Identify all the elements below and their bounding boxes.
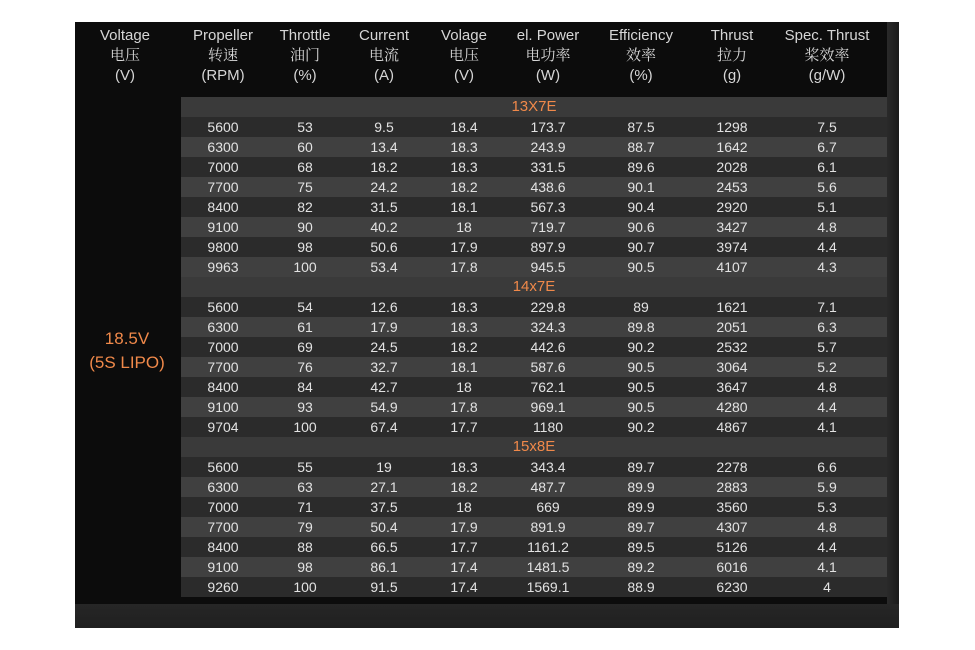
header-en: Spec. Thrust: [784, 27, 870, 44]
throttle-cell: 88: [297, 539, 313, 555]
power-cell: 897.9: [530, 239, 566, 255]
spec-thrust-cell: 4.4: [817, 399, 837, 415]
header-unit: (A): [374, 67, 394, 84]
header-unit: (g/W): [808, 67, 846, 84]
efficiency-cell: 89.9: [627, 479, 655, 495]
thrust-cell: 4867: [716, 419, 748, 435]
table-row: [181, 297, 887, 317]
power-cell: 669: [536, 499, 560, 515]
throttle-cell: 71: [297, 499, 313, 515]
rpm-cell: 7700: [207, 359, 239, 375]
rpm-cell: 7000: [207, 499, 239, 515]
spec-thrust-cell: 7.1: [817, 299, 837, 315]
table-row: [181, 157, 887, 177]
voltage-cell: 17.9: [450, 519, 478, 535]
rpm-cell: 6300: [207, 479, 239, 495]
thrust-cell: 1621: [716, 299, 748, 315]
current-cell: 50.4: [370, 519, 398, 535]
efficiency-cell: 90.2: [627, 339, 655, 355]
header-zh: 电流: [368, 47, 399, 64]
header-unit: (V): [454, 67, 474, 84]
voltage-cell: 17.9: [450, 239, 478, 255]
header-unit: (g): [722, 67, 742, 84]
spec-thrust-cell: 4.1: [817, 419, 837, 435]
spec-thrust-cell: 5.6: [817, 179, 837, 195]
spec-thrust-cell: 7.5: [817, 119, 837, 135]
throttle-cell: 93: [297, 399, 313, 415]
table-row: [181, 557, 887, 577]
propeller-size-label: 15x8E: [512, 438, 556, 455]
thrust-cell: 2051: [716, 319, 748, 335]
voltage-cell: 18.4: [450, 119, 478, 135]
efficiency-cell: 90.5: [627, 399, 655, 415]
header-cell: [772, 26, 882, 94]
current-cell: 9.5: [374, 119, 394, 135]
voltage-cell: 17.7: [450, 539, 478, 555]
efficiency-cell: 88.7: [627, 139, 655, 155]
thrust-cell: 2453: [716, 179, 748, 195]
table-row: [181, 537, 887, 557]
efficiency-cell: 90.6: [627, 219, 655, 235]
table-row: [181, 317, 887, 337]
voltage-cell: 18.3: [450, 459, 478, 475]
efficiency-cell: 89: [633, 299, 649, 315]
throttle-cell: 82: [297, 199, 313, 215]
rpm-cell: 9100: [207, 399, 239, 415]
efficiency-cell: 88.9: [627, 579, 655, 595]
efficiency-cell: 90.1: [627, 179, 655, 195]
efficiency-cell: 87.5: [627, 119, 655, 135]
spec-thrust-cell: 6.3: [817, 319, 837, 335]
thrust-cell: 6230: [716, 579, 748, 595]
table-row: [181, 357, 887, 377]
spec-thrust-cell: 6.1: [817, 159, 837, 175]
thrust-cell: 3647: [716, 379, 748, 395]
table-row: [181, 497, 887, 517]
header-zh: 电压: [448, 47, 479, 64]
voltage-cell: 18.3: [450, 159, 478, 175]
power-cell: 587.6: [530, 359, 566, 375]
throttle-cell: 55: [297, 459, 313, 475]
power-cell: 762.1: [530, 379, 566, 395]
power-cell: 969.1: [530, 399, 566, 415]
current-cell: 86.1: [370, 559, 398, 575]
table-row: [181, 397, 887, 417]
current-cell: 67.4: [370, 419, 398, 435]
voltage-cell: 18.3: [450, 299, 478, 315]
efficiency-cell: 90.7: [627, 239, 655, 255]
spec-thrust-cell: 4.8: [817, 379, 837, 395]
power-cell: 719.7: [530, 219, 566, 235]
header-unit: (V): [115, 67, 135, 84]
header-zh: 桨效率: [804, 47, 850, 64]
spec-thrust-cell: 4.4: [817, 239, 837, 255]
header-unit: (RPM): [201, 67, 245, 84]
header-unit: (%): [629, 67, 653, 84]
voltage-cell: [75, 97, 179, 604]
efficiency-cell: 89.7: [627, 459, 655, 475]
header-zh: 电功率: [525, 47, 571, 64]
throttle-cell: 69: [297, 339, 313, 355]
voltage-cell: 17.8: [450, 399, 478, 415]
efficiency-cell: 90.2: [627, 419, 655, 435]
current-cell: 32.7: [370, 359, 398, 375]
throttle-cell: 84: [297, 379, 313, 395]
table-row: [181, 577, 887, 597]
current-cell: 91.5: [370, 579, 398, 595]
throttle-cell: 98: [297, 239, 313, 255]
voltage-cell: 18.2: [450, 179, 478, 195]
efficiency-cell: 90.5: [627, 259, 655, 275]
power-cell: 442.6: [530, 339, 566, 355]
spec-thrust-cell: 6.7: [817, 139, 837, 155]
thrust-cell: 2278: [716, 459, 748, 475]
efficiency-cell: 89.5: [627, 539, 655, 555]
power-cell: 567.3: [530, 199, 566, 215]
current-cell: 37.5: [370, 499, 398, 515]
voltage-value: 18.5V: [104, 328, 150, 348]
data-grid: [181, 97, 887, 597]
power-cell: 1481.5: [526, 559, 570, 575]
propeller-size-label: 13X7E: [511, 98, 557, 115]
power-cell: 1569.1: [526, 579, 570, 595]
throttle-cell: 100: [293, 419, 317, 435]
voltage-cell: 17.4: [450, 579, 478, 595]
header-zh: 效率: [625, 47, 656, 64]
voltage-cell: 18.2: [450, 339, 478, 355]
power-cell: 1161.2: [527, 539, 569, 555]
voltage-cell: 17.4: [450, 559, 478, 575]
rpm-cell: 9800: [207, 239, 239, 255]
rpm-cell: 6300: [207, 319, 239, 335]
current-cell: 27.1: [370, 479, 398, 495]
rpm-cell: 5600: [207, 299, 239, 315]
current-cell: 53.4: [370, 259, 398, 275]
rpm-cell: 7000: [207, 339, 239, 355]
current-cell: 24.5: [370, 339, 398, 355]
current-cell: 50.6: [370, 239, 398, 255]
header-en: Efficiency: [609, 27, 673, 44]
rpm-cell: 9100: [207, 219, 239, 235]
current-cell: 24.2: [370, 179, 398, 195]
spec-thrust-cell: 5.2: [817, 359, 837, 375]
table-row: [181, 117, 887, 137]
throttle-cell: 53: [297, 119, 313, 135]
current-cell: 40.2: [370, 219, 398, 235]
voltage-cell: 18: [456, 379, 472, 395]
table-row: [181, 337, 887, 357]
thrust-cell: 3974: [716, 239, 748, 255]
spec-thrust-cell: 4: [823, 579, 831, 595]
current-cell: 66.5: [370, 539, 398, 555]
header-en: Voltage: [99, 27, 151, 44]
table-row: [181, 197, 887, 217]
rpm-cell: 6300: [207, 139, 239, 155]
thrust-cell: 2028: [716, 159, 748, 175]
efficiency-cell: 89.9: [627, 499, 655, 515]
spec-thrust-cell: 4.8: [817, 519, 837, 535]
voltage-cell: 18.2: [450, 479, 478, 495]
power-cell: 487.7: [530, 479, 566, 495]
efficiency-cell: 89.6: [627, 159, 655, 175]
header-en: Thrust: [710, 27, 754, 44]
thrust-cell: 2883: [716, 479, 748, 495]
rpm-cell: 5600: [207, 459, 239, 475]
rpm-cell: 7700: [207, 519, 239, 535]
efficiency-cell: 89.2: [627, 559, 655, 575]
table-row: [181, 257, 887, 277]
current-cell: 17.9: [370, 319, 398, 335]
thrust-cell: 3427: [716, 219, 748, 235]
throttle-cell: 75: [297, 179, 313, 195]
spec-thrust-cell: 4.3: [817, 259, 837, 275]
voltage-cell: 18.1: [450, 199, 478, 215]
header-en: Volage: [441, 27, 487, 44]
thrust-cell: 1298: [716, 119, 748, 135]
table-row: [181, 517, 887, 537]
efficiency-cell: 90.4: [627, 199, 655, 215]
table-row: [181, 177, 887, 197]
panel-shadow-bottom: [75, 604, 899, 628]
thrust-cell: 1642: [716, 139, 748, 155]
section-header-row: [181, 437, 887, 457]
throttle-cell: 79: [297, 519, 313, 535]
table-row: [181, 457, 887, 477]
throttle-cell: 61: [297, 319, 313, 335]
spec-thrust-cell: 6.6: [817, 459, 837, 475]
header-unit: (%): [293, 67, 317, 84]
power-cell: 229.8: [530, 299, 566, 315]
header-en: Current: [358, 27, 410, 44]
header-zh: 电压: [109, 47, 140, 64]
thrust-cell: 6016: [716, 559, 748, 575]
voltage-cell: 18: [456, 219, 472, 235]
current-cell: 19: [376, 459, 392, 475]
efficiency-cell: 89.7: [627, 519, 655, 535]
current-cell: 42.7: [370, 379, 398, 395]
rpm-cell: 9704: [207, 419, 239, 435]
spec-thrust-cell: 5.9: [817, 479, 837, 495]
table-row: [181, 417, 887, 437]
header-cell: [677, 26, 787, 94]
power-cell: 343.4: [530, 459, 566, 475]
battery-type: (5S LIPO): [89, 352, 165, 372]
table-row: [181, 137, 887, 157]
power-cell: 173.7: [530, 119, 566, 135]
efficiency-cell: 89.8: [627, 319, 655, 335]
table-row: [181, 237, 887, 257]
table-row: [181, 377, 887, 397]
current-cell: 12.6: [370, 299, 398, 315]
header-zh: 转速: [207, 47, 238, 64]
spec-thrust-cell: 5.7: [817, 339, 837, 355]
rpm-cell: 8400: [207, 539, 239, 555]
voltage-cell: 18: [456, 499, 472, 515]
current-cell: 31.5: [370, 199, 398, 215]
header-zh: 油门: [289, 47, 320, 64]
power-cell: 243.9: [530, 139, 566, 155]
spec-thrust-cell: 4.4: [817, 539, 837, 555]
rpm-cell: 7000: [207, 159, 239, 175]
header-en: el. Power: [516, 27, 580, 44]
thrust-cell: 3064: [716, 359, 748, 375]
thrust-cell: 4107: [716, 259, 748, 275]
throttle-cell: 98: [297, 559, 313, 575]
efficiency-cell: 90.5: [627, 379, 655, 395]
voltage-cell: 18.1: [450, 359, 478, 375]
efficiency-cell: 90.5: [627, 359, 655, 375]
voltage-cell: 17.8: [450, 259, 478, 275]
thrust-cell: 5126: [716, 539, 748, 555]
power-cell: 331.5: [530, 159, 566, 175]
current-cell: 54.9: [370, 399, 398, 415]
header-en: Propeller: [192, 27, 254, 44]
throttle-cell: 100: [293, 579, 317, 595]
throttle-cell: 63: [297, 479, 313, 495]
table-row: [181, 477, 887, 497]
power-cell: 438.6: [530, 179, 566, 195]
throttle-cell: 68: [297, 159, 313, 175]
rpm-cell: 8400: [207, 379, 239, 395]
throttle-cell: 54: [297, 299, 313, 315]
panel-shadow-right: [887, 22, 899, 628]
section-header-row: [181, 97, 887, 117]
throttle-cell: 100: [293, 259, 317, 275]
header-en: Throttle: [279, 27, 331, 44]
thrust-cell: 2920: [716, 199, 748, 215]
rpm-cell: 9260: [207, 579, 239, 595]
spec-thrust-cell: 5.3: [817, 499, 837, 515]
rpm-cell: 7700: [207, 179, 239, 195]
data-panel: [75, 22, 899, 628]
rpm-cell: 8400: [207, 199, 239, 215]
header-cell: [70, 26, 180, 94]
rpm-cell: 5600: [207, 119, 239, 135]
spec-thrust-cell: 4.1: [817, 559, 837, 575]
throttle-cell: 60: [297, 139, 313, 155]
voltage-cell: 18.3: [450, 319, 478, 335]
current-cell: 13.4: [370, 139, 398, 155]
thrust-cell: 4280: [716, 399, 748, 415]
header-unit: (W): [535, 67, 561, 84]
thrust-cell: 4307: [716, 519, 748, 535]
header-zh: 拉力: [716, 47, 747, 64]
power-cell: 891.9: [530, 519, 566, 535]
voltage-cell: 17.7: [450, 419, 478, 435]
table-row: [181, 217, 887, 237]
throttle-cell: 90: [297, 219, 313, 235]
spec-thrust-cell: 4.8: [817, 219, 837, 235]
rpm-cell: 9100: [207, 559, 239, 575]
section-header-row: [181, 277, 887, 297]
power-cell: 945.5: [530, 259, 566, 275]
thrust-cell: 2532: [716, 339, 748, 355]
propeller-size-label: 14x7E: [512, 278, 556, 295]
current-cell: 18.2: [370, 159, 398, 175]
voltage-cell: 18.3: [450, 139, 478, 155]
throttle-cell: 76: [297, 359, 313, 375]
rpm-cell: 9963: [207, 259, 239, 275]
power-cell: 324.3: [530, 319, 566, 335]
thrust-cell: 3560: [716, 499, 748, 515]
spec-thrust-cell: 5.1: [817, 199, 837, 215]
power-cell: 1180: [532, 419, 564, 435]
